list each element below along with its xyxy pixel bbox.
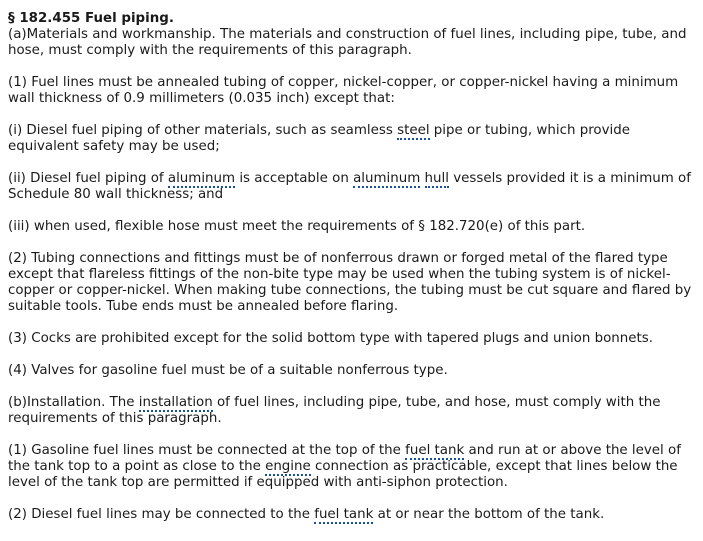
text-segment: of fuel lines, including pipe, tube, and hose, must comply with the requirements of this paragraph. xyxy=(8,395,661,426)
paragraph-a: (a)Materials and workmanship. The materials and construction of fuel lines, including pipe, tube, and hose, must comply with the requirements of this paragraph. xyxy=(8,27,687,58)
paragraph-a1: (1) Fuel lines must be annealed tubing of copper, nickel-copper, or copper-nickel having a minimum wall thickness of 0.9 millimeters (0.035 inch) except that: xyxy=(8,75,679,106)
text-segment: (1) Gasoline fuel lines must be connected at the top of the xyxy=(8,443,406,458)
text-segment: pipe or tubing, which provide equivalent safety may be used; xyxy=(8,123,630,154)
paragraph-b1 xyxy=(8,443,696,491)
text-segment: (2) Diesel fuel lines may be connected to the xyxy=(8,507,315,522)
text-segment: connection as practicable, except that lines below the level of the tank top are permitted if equipped with anti-siphon protection. xyxy=(8,459,678,490)
section-title: § 182.455 Fuel piping. xyxy=(8,11,174,26)
paragraph-a4: (4) Valves for gasoline fuel must be of a suitable nonferrous type. xyxy=(8,363,448,378)
term-link-hull[interactable]: hull xyxy=(424,171,449,186)
paragraph-b2 xyxy=(8,507,696,523)
text-segment: is acceptable on xyxy=(235,171,354,186)
term-link-steel[interactable]: steel xyxy=(397,123,430,138)
text-segment xyxy=(420,171,424,186)
text-segment: at or near the bottom of the tank. xyxy=(373,507,605,522)
paragraph-a2: (2) Tubing connections and fittings must be of nonferrous drawn or forged metal of the flared type except that flareless fittings of the non-bite type may be used when the tubing system is of nickel-copper or copper-nickel. When making tube connections, the tubing must be cut square and flared by suitable tools. Tube ends must be annealed before flaring. xyxy=(8,251,692,314)
text-segment: (i) Diesel fuel piping of other materials, such as seamless xyxy=(8,123,398,138)
paragraph-a1-iii: (iii) when used, flexible hose must meet the requirements of § 182.720(e) of this part. xyxy=(8,219,586,234)
term-link-fuel-tank-2[interactable]: fuel tank xyxy=(314,507,374,522)
text-segment: (ii) Diesel fuel piping of xyxy=(8,171,168,186)
term-link-installation[interactable]: installation xyxy=(138,395,213,410)
term-link-aluminum[interactable]: aluminum xyxy=(167,171,236,186)
term-link-fuel-tank[interactable]: fuel tank xyxy=(405,443,465,458)
paragraph-a1-i xyxy=(8,123,696,155)
paragraph-a1-ii xyxy=(8,171,696,203)
paragraph-a3: (3) Cocks are prohibited except for the solid bottom type with tapered plugs and union bonnets. xyxy=(8,331,653,346)
paragraph-b xyxy=(8,395,696,427)
term-link-engine[interactable]: engine xyxy=(265,459,311,474)
text-segment: vessels provided it is a minimum of Schedule 80 wall thickness; and xyxy=(8,171,691,202)
text-segment: (b)Installation. The xyxy=(8,395,139,410)
term-link-aluminum-2[interactable]: aluminum xyxy=(353,171,421,186)
text-segment: and run at or above the level of the tank top to a point as close to the xyxy=(8,443,681,474)
